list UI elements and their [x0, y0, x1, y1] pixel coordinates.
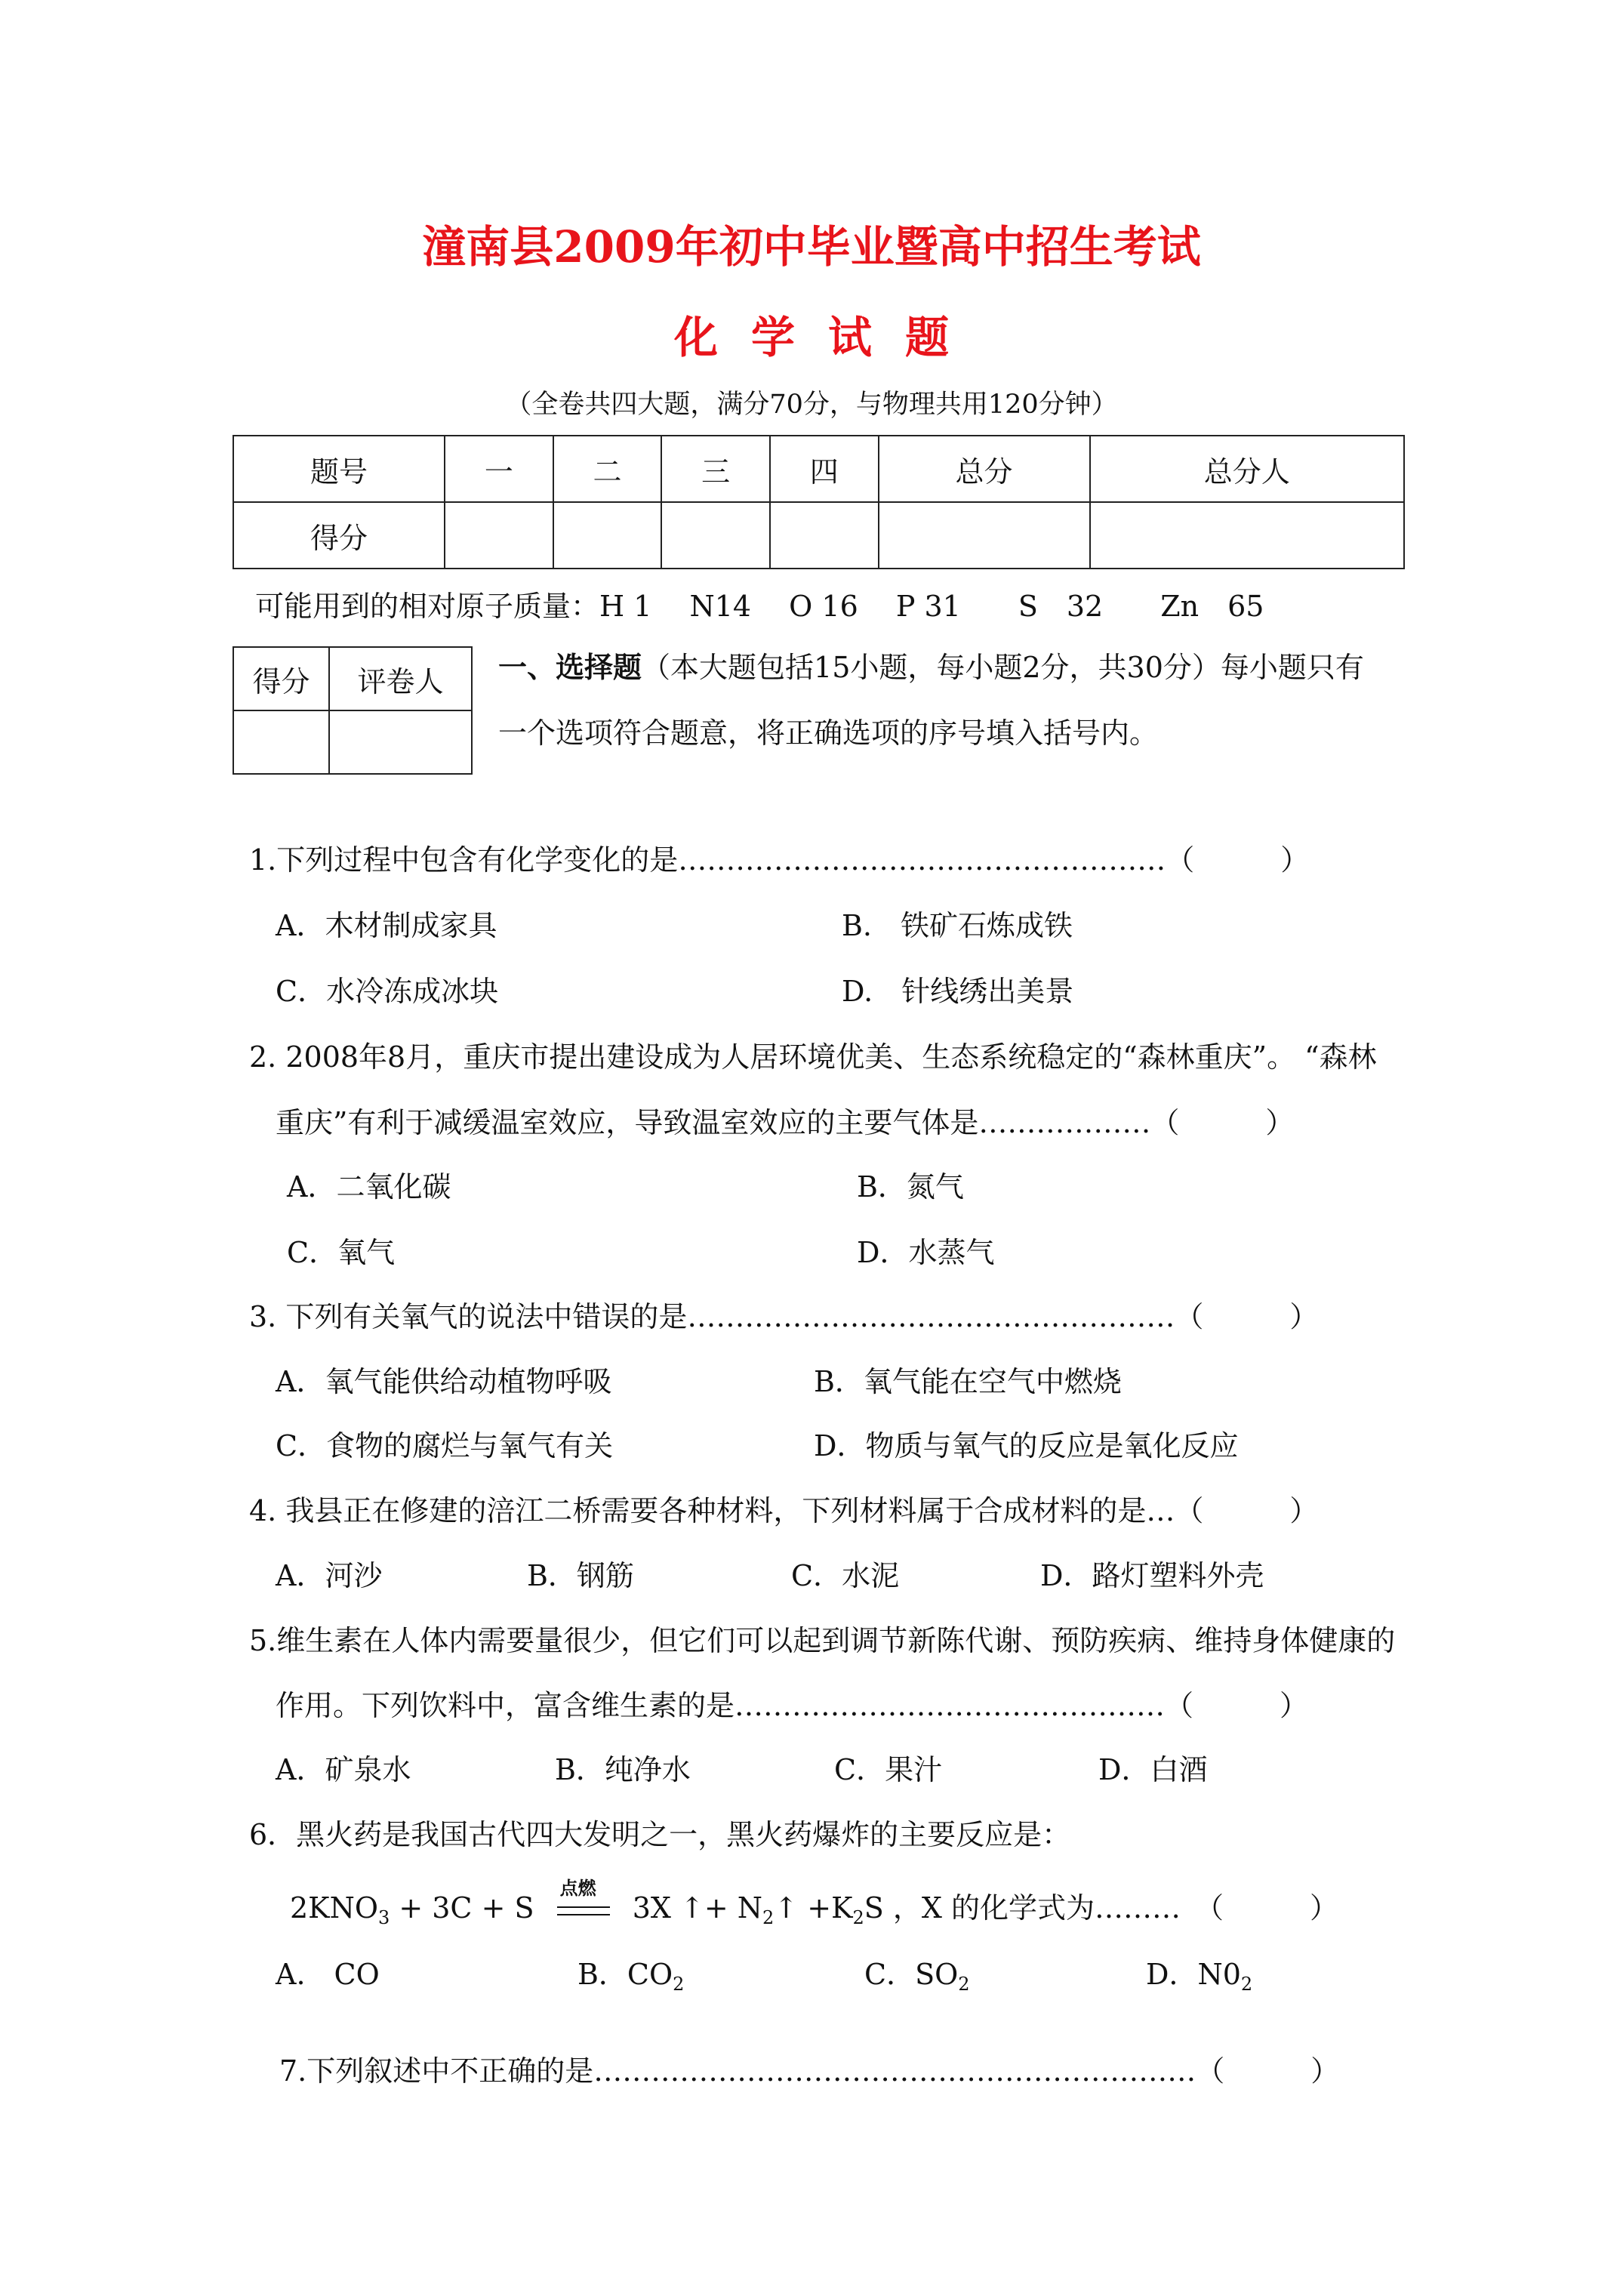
- section-description: [498, 644, 1364, 686]
- grader-blank-cell: [329, 710, 472, 774]
- subscript: 2: [852, 1907, 864, 1928]
- question-6-option-a: A. CO: [276, 1958, 380, 1991]
- score-blank-cell: [661, 502, 770, 569]
- subscript: 2: [1240, 1974, 1253, 1995]
- table-row: [233, 647, 472, 710]
- subscript: 2: [958, 1974, 970, 1995]
- question-2-option-c: C．氧气: [287, 1236, 396, 1269]
- question-7-stem: 7.下列叙述中不正确的是………………………………………………………（ ）: [279, 2054, 1340, 2088]
- score-header-cell: 一: [445, 436, 553, 502]
- score-header-cell: 题号: [233, 436, 445, 502]
- score-header-cell: 总分人: [1090, 436, 1404, 502]
- question-5-stem-line2: 作用。下列饮料中，富含维生素的是………………………………………（ ）: [276, 1689, 1309, 1722]
- question-3-option-c: C．食物的腐烂与氧气有关: [276, 1429, 614, 1462]
- option-text: D．N0: [1146, 1958, 1241, 1991]
- section-desc-line2: 一个选项符合题意，将正确选项的序号填入括号内。: [498, 717, 1159, 750]
- reaction-condition: [557, 1877, 610, 1926]
- question-3-option-d: D．物质与氧气的反应是氧化反应: [814, 1429, 1239, 1462]
- score-header-cell: 总分: [879, 436, 1090, 502]
- question-2-stem-line2: 重庆”有利于减缓温室效应，导致温室效应的主要气体是………………（ ）: [276, 1106, 1295, 1139]
- question-5-option-b: B．纯净水: [555, 1753, 691, 1786]
- question-6-stem: 6．黑火药是我国古代四大发明之一，黑火药爆炸的主要反应是：: [249, 1818, 1071, 1851]
- equation-product: 3X ↑+ N: [632, 1891, 763, 1925]
- score-row-label: 得分: [233, 502, 445, 569]
- score-blank-cell: [1090, 502, 1404, 569]
- question-4-option-d: D．路灯塑料外壳: [1040, 1559, 1264, 1592]
- score-blank-cell: [770, 502, 879, 569]
- score-table: [233, 435, 1405, 569]
- question-2-option-d: D．水蒸气: [857, 1236, 995, 1269]
- equation-product: ↑ +K: [774, 1891, 853, 1925]
- score-header-cell: 三: [661, 436, 770, 502]
- question-6-option-b: [577, 1951, 684, 1995]
- grader-table: [233, 646, 473, 775]
- subscript: 3: [377, 1907, 390, 1928]
- question-2-option-a: A．二氧化碳: [287, 1170, 451, 1203]
- question-4-option-b: B．钢筋: [527, 1559, 634, 1592]
- atomic-masses: 可能用到的相对原子质量：H 1 N14 O 16 P 31 S 32 Zn 65: [255, 590, 1264, 623]
- grader-score-label: 得分: [233, 647, 329, 710]
- grader-label: 评卷人: [329, 647, 472, 710]
- question-1-option-a: A．木材制成家具: [276, 909, 497, 942]
- subscript: 2: [762, 1907, 775, 1928]
- option-text: C．SO: [864, 1958, 959, 1991]
- question-4-option-a: A．河沙: [276, 1559, 383, 1592]
- score-blank-cell: [553, 502, 662, 569]
- subject-title: 化学试题: [673, 312, 982, 363]
- question-3-option-a: A．氧气能供给动植物呼吸: [276, 1365, 612, 1398]
- equation-reactant: 2KNO: [290, 1891, 378, 1925]
- section-heading: 一、选择题: [498, 650, 642, 684]
- question-6-option-c: [864, 1951, 970, 1995]
- question-3-stem: 3. 下列有关氧气的说法中错误的是……………………………………………（ ）: [249, 1300, 1319, 1333]
- equation-reactant: + 3C + S: [390, 1891, 534, 1925]
- score-blank-cell: [445, 502, 553, 569]
- question-2-option-b: B．氮气: [857, 1170, 964, 1203]
- equals-line: [557, 1906, 610, 1908]
- question-1-stem: 1.下列过程中包含有化学变化的是……………………………………………（ ）: [249, 843, 1310, 877]
- question-4-stem: 4. 我县正在修建的涪江二桥需要各种材料，下列材料属于合成材料的是…（ ）: [249, 1494, 1319, 1527]
- exam-title: 潼南县2009年初中毕业暨高中招生考试: [422, 221, 1201, 273]
- question-3-option-b: B．氧气能在空气中燃烧: [814, 1365, 1122, 1398]
- question-5-option-c: C．果汁: [834, 1753, 943, 1786]
- table-row: [233, 502, 1404, 569]
- question-5-stem-line1: 5.维生素在人体内需要量很少，但它们可以起到调节新陈代谢、预防疾病、维持身体健康的: [249, 1624, 1396, 1657]
- question-4-option-c: C．水泥: [791, 1559, 900, 1592]
- question-1-option-d: D. 针线绣出美景: [842, 975, 1074, 1008]
- score-header-cell: 二: [553, 436, 662, 502]
- option-text: B．CO: [577, 1958, 673, 1991]
- question-6-option-d: [1146, 1951, 1252, 1995]
- question-6-equation: [290, 1877, 1339, 1928]
- question-5-option-a: A．矿泉水: [276, 1753, 411, 1786]
- subscript: 2: [673, 1974, 685, 1995]
- table-row: [233, 436, 1404, 502]
- equation-product: S ，X 的化学式为……… （ ）: [864, 1891, 1339, 1925]
- section-desc-line1: （本大题包括15小题，每小题2分，共30分）每小题只有: [642, 651, 1364, 684]
- question-1-option-b: B. 铁矿石炼成铁: [842, 909, 1073, 942]
- ignition-condition: 点燃: [559, 1877, 596, 1899]
- exam-note: （全卷共四大题，满分70分，与物理共用120分钟）: [505, 390, 1118, 420]
- question-2-stem-line1: 2. 2008年8月，重庆市提出建设成为人居环境优美、生态系统稳定的“森林重庆”。 “森林: [249, 1040, 1377, 1074]
- score-header-cell: 四: [770, 436, 879, 502]
- equals-line: [557, 1914, 610, 1915]
- question-5-option-d: D．白酒: [1098, 1753, 1208, 1786]
- question-1-option-c: C．水冷冻成冰块: [276, 975, 499, 1008]
- score-blank-cell: [879, 502, 1090, 569]
- table-row: [233, 710, 472, 774]
- grader-blank-cell: [233, 710, 329, 774]
